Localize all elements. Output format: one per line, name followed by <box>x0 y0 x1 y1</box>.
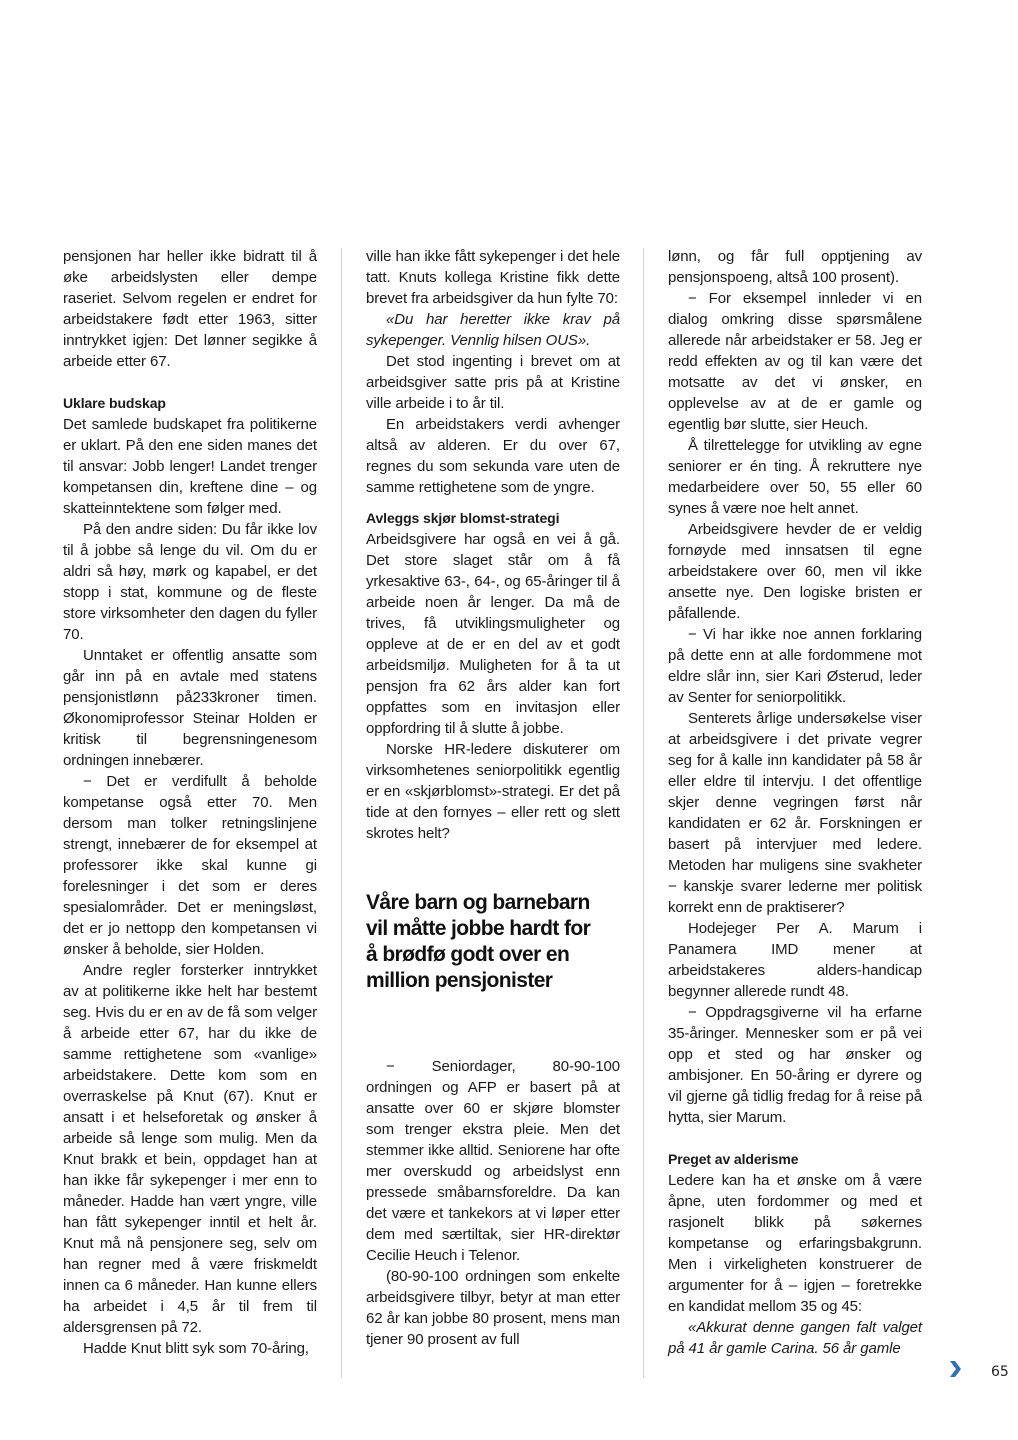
paragraph: Arbeidsgivere har også en vei å gå. Det store slaget står om å få yrkesaktive 63-, 64-, og 65-åringer til å arbeide noen år lenger. Da må de trives, få utviklingsmuligheter og oppleve at de er en del av et godt arbeidsmiljø. Muligheten for å ta ut pensjon fra 62 års alder kan fort oppfattes som en invitasjon eller oppfordring til å slutte å jobbe. <box>366 531 620 737</box>
pull-quote-block <box>366 890 620 994</box>
paragraph: − Seniordager, 80-90-100 ordningen og AFP er basert på at ansatte over 60 er skjøre blomster som trenger ekstra pleie. Men det stemmer ikke alltid. Seniorene har ofte mer overskudd og arbeidslyst enn pressede småbarnsforeldre. Da kan det være et tankekors at vi løper etter dem med særtiltak, sier HR-direktør Cecilie Heuch i Telenor. <box>366 1058 620 1264</box>
paragraph: Andre regler forsterker inntrykket av at politikerne ikke helt har bestemt seg. Hvis du er en av de få som velger å arbeide etter 67, har du ikke de samme rettighetene som «vanlige» arbeidstakere. Dette kom som en overraskelse på Knut (67). Knut er ansatt i et helseforetak og ønsker å arbeide så lenge som mulig. Men da Knut brakk et bein, oppdaget han at han ikke får sykepenger i mer enn to måneder. Hadde han vært yngre, ville han fått sykepenger inntil et helt år. Knut må nå pensjonere seg, selv om han regner med å være friskmeldt innen ca 6 måneder. Han kunne ellers ha arbeidet i 4,5 år til frem til aldersgrensen på 72. <box>63 962 317 1336</box>
paragraph: Det stod ingenting i brevet om at arbeidsgiver satte pris på at Kristine ville arbeide i to år til. <box>366 353 620 412</box>
paragraph: Arbeidsgivere hevder de er veldig fornøyde med innsatsen til egne arbeidstakere over 60, men vil ikke ansette nye. Den logiske bristen er påfallende. <box>668 521 922 622</box>
paragraph: Hadde Knut blitt syk som 70-åring, <box>83 1340 309 1357</box>
subheading: Avleggs skjør blomst-strategi <box>366 510 560 526</box>
paragraph: (80-90-100 ordningen som enkelte arbeidsgivere tilbyr, betyr at man etter 62 år kan jobbe 80 prosent, mens man tjener 90 prosent av full <box>366 1268 620 1348</box>
column-separator <box>341 248 342 1378</box>
quote-paragraph: «Akkurat denne gangen falt valget på 41 år gamle Carina. 56 år gamle <box>668 1319 922 1357</box>
subheading: Preget av alderisme <box>668 1151 799 1167</box>
paragraph: − Oppdragsgiverne vil ha erfarne 35-åringer. Mennesker som er på vei opp et sted og har ønsker og ambisjoner. En 50-åring er dyrere og vil gjerne gå tidlig fredag for å reise på hytta, sier Marum. <box>668 1004 922 1126</box>
paragraph: Det samlede budskapet fra politikerne er uklart. På den ene siden manes det til ansvar: Jobb lenger! Landet trenger kompetansen din, kreftene dine – og skatteinntektene som følger med. <box>63 416 317 517</box>
quote-paragraph: «Du har heretter ikke krav på sykepenger. Vennlig hilsen OUS». <box>366 311 620 349</box>
page-number: 65 <box>991 1364 1009 1380</box>
paragraph: Å tilrettelegge for utvikling av egne seniorer er én ting. Å rekruttere nye medarbeidere over 50, 55 eller 60 synes å være noe helt annet. <box>668 437 922 517</box>
paragraph: Ledere kan ha et ønske om å være åpne, uten fordommer og med et rasjonelt blikk på søkernes kompetanse og erfaringsbakgrunn. Men i virkeligheten konstruerer de argumenter for å – igjen – foretrekke en kandidat mellom 35 og 45: <box>668 1172 922 1315</box>
article-column-1 <box>63 246 317 1359</box>
paragraph: − For eksempel innleder vi en dialog omkring disse spørsmålene allerede når arbeidstaker er 58. Jeg er redd effekten av og til kan være det motsatte av det vi ønsker, en opplevelse av at de er gamle og egentlig bør slutte, sier Heuch. <box>668 290 922 433</box>
spacer <box>366 498 620 508</box>
paragraph: Unntaket er offentlig ansatte som går inn på en avtale med statens pensjonistlønn på233kroner timen. Økonomiprofessor Steinar Holden er kritisk til begrensningenesom ordningen innebærer. <box>63 647 317 769</box>
spacer <box>63 372 317 393</box>
article-column-3 <box>668 246 922 1359</box>
paragraph: pensjonen har heller ikke bidratt til å øke arbeidslysten eller dempe raseriet. Selvom regelen er endret for arbeidstakere født etter 1963, sitter inntrykket igjen: Det lønner segikke å arbeide etter 67. <box>63 248 317 370</box>
paragraph: Senterets årlige undersøkelse viser at arbeidsgivere i det private vegrer seg for å kalle inn kandidater på 58 år eller eldre til intervju. I det offentlige skjer denne vegringen først når kandidaten er 62 år. Forskningen er basert på intervjuer med ledere. Metoden har muligens sine svakheter − kanskje svarer lederne mer politisk korrekt enn de praktiserer? <box>668 710 922 916</box>
chevron-right-icon <box>948 1360 962 1378</box>
pull-quote: Våre barn og barnebarn vil måtte jobbe hardt for å brødfø godt over en million pensjonister <box>366 891 591 992</box>
spacer <box>668 1128 922 1149</box>
paragraph: Norske HR-ledere diskuterer om virksomhetenes seniorpolitikk egentlig er en «skjørblomst»-strategi. Er det på tide at den fornyes – eller rett og slett skrotes helt? <box>366 741 620 842</box>
paragraph: Hodejeger Per A. Marum i Panamera IMD mener at arbeidstakeres alders-handicap begynner allerede rundt 48. <box>668 920 922 1000</box>
article-column-2 <box>366 246 620 1350</box>
paragraph: − Det er verdifullt å beholde kompetanse også etter 70. Men dersom man tolker retningslinjene strengt, innebærer de for eksempel at professorer ikke skal kunne gi forelesninger i det som er deres spesialområder. Det er meningsløst, det er jo nettopp den kompetansen vi ønsker å beholde, sier Holden. <box>63 773 317 958</box>
paragraph: ville han ikke fått sykepenger i det hele tatt. Knuts kollega Kristine fikk dette brevet fra arbeidsgiver da hun fylte 70: <box>366 248 620 307</box>
paragraph: lønn, og får full opptjening av pensjonspoeng, altså 100 prosent). <box>668 248 922 286</box>
subheading: Uklare budskap <box>63 395 166 411</box>
paragraph: En arbeidstakers verdi avhenger altså av alderen. Er du over 67, regnes du som sekunda vare uten de samme rettighetene som de yngre. <box>366 416 620 496</box>
chevron-right-shape <box>950 1361 961 1377</box>
paragraph: På den andre siden: Du får ikke lov til å jobbe så lenge du vil. Om du er aldri så høy, mørk og kapabel, er det stopp i stat, kommune og de fleste store virksomheter den dagen du fyller 70. <box>63 521 317 643</box>
column-separator <box>643 248 644 1378</box>
paragraph: − Vi har ikke noe annen forklaring på dette enn at alle fordommene mot eldre slår inn, sier Kari Østerud, leder av Senter for seniorpolitikk. <box>668 626 922 706</box>
